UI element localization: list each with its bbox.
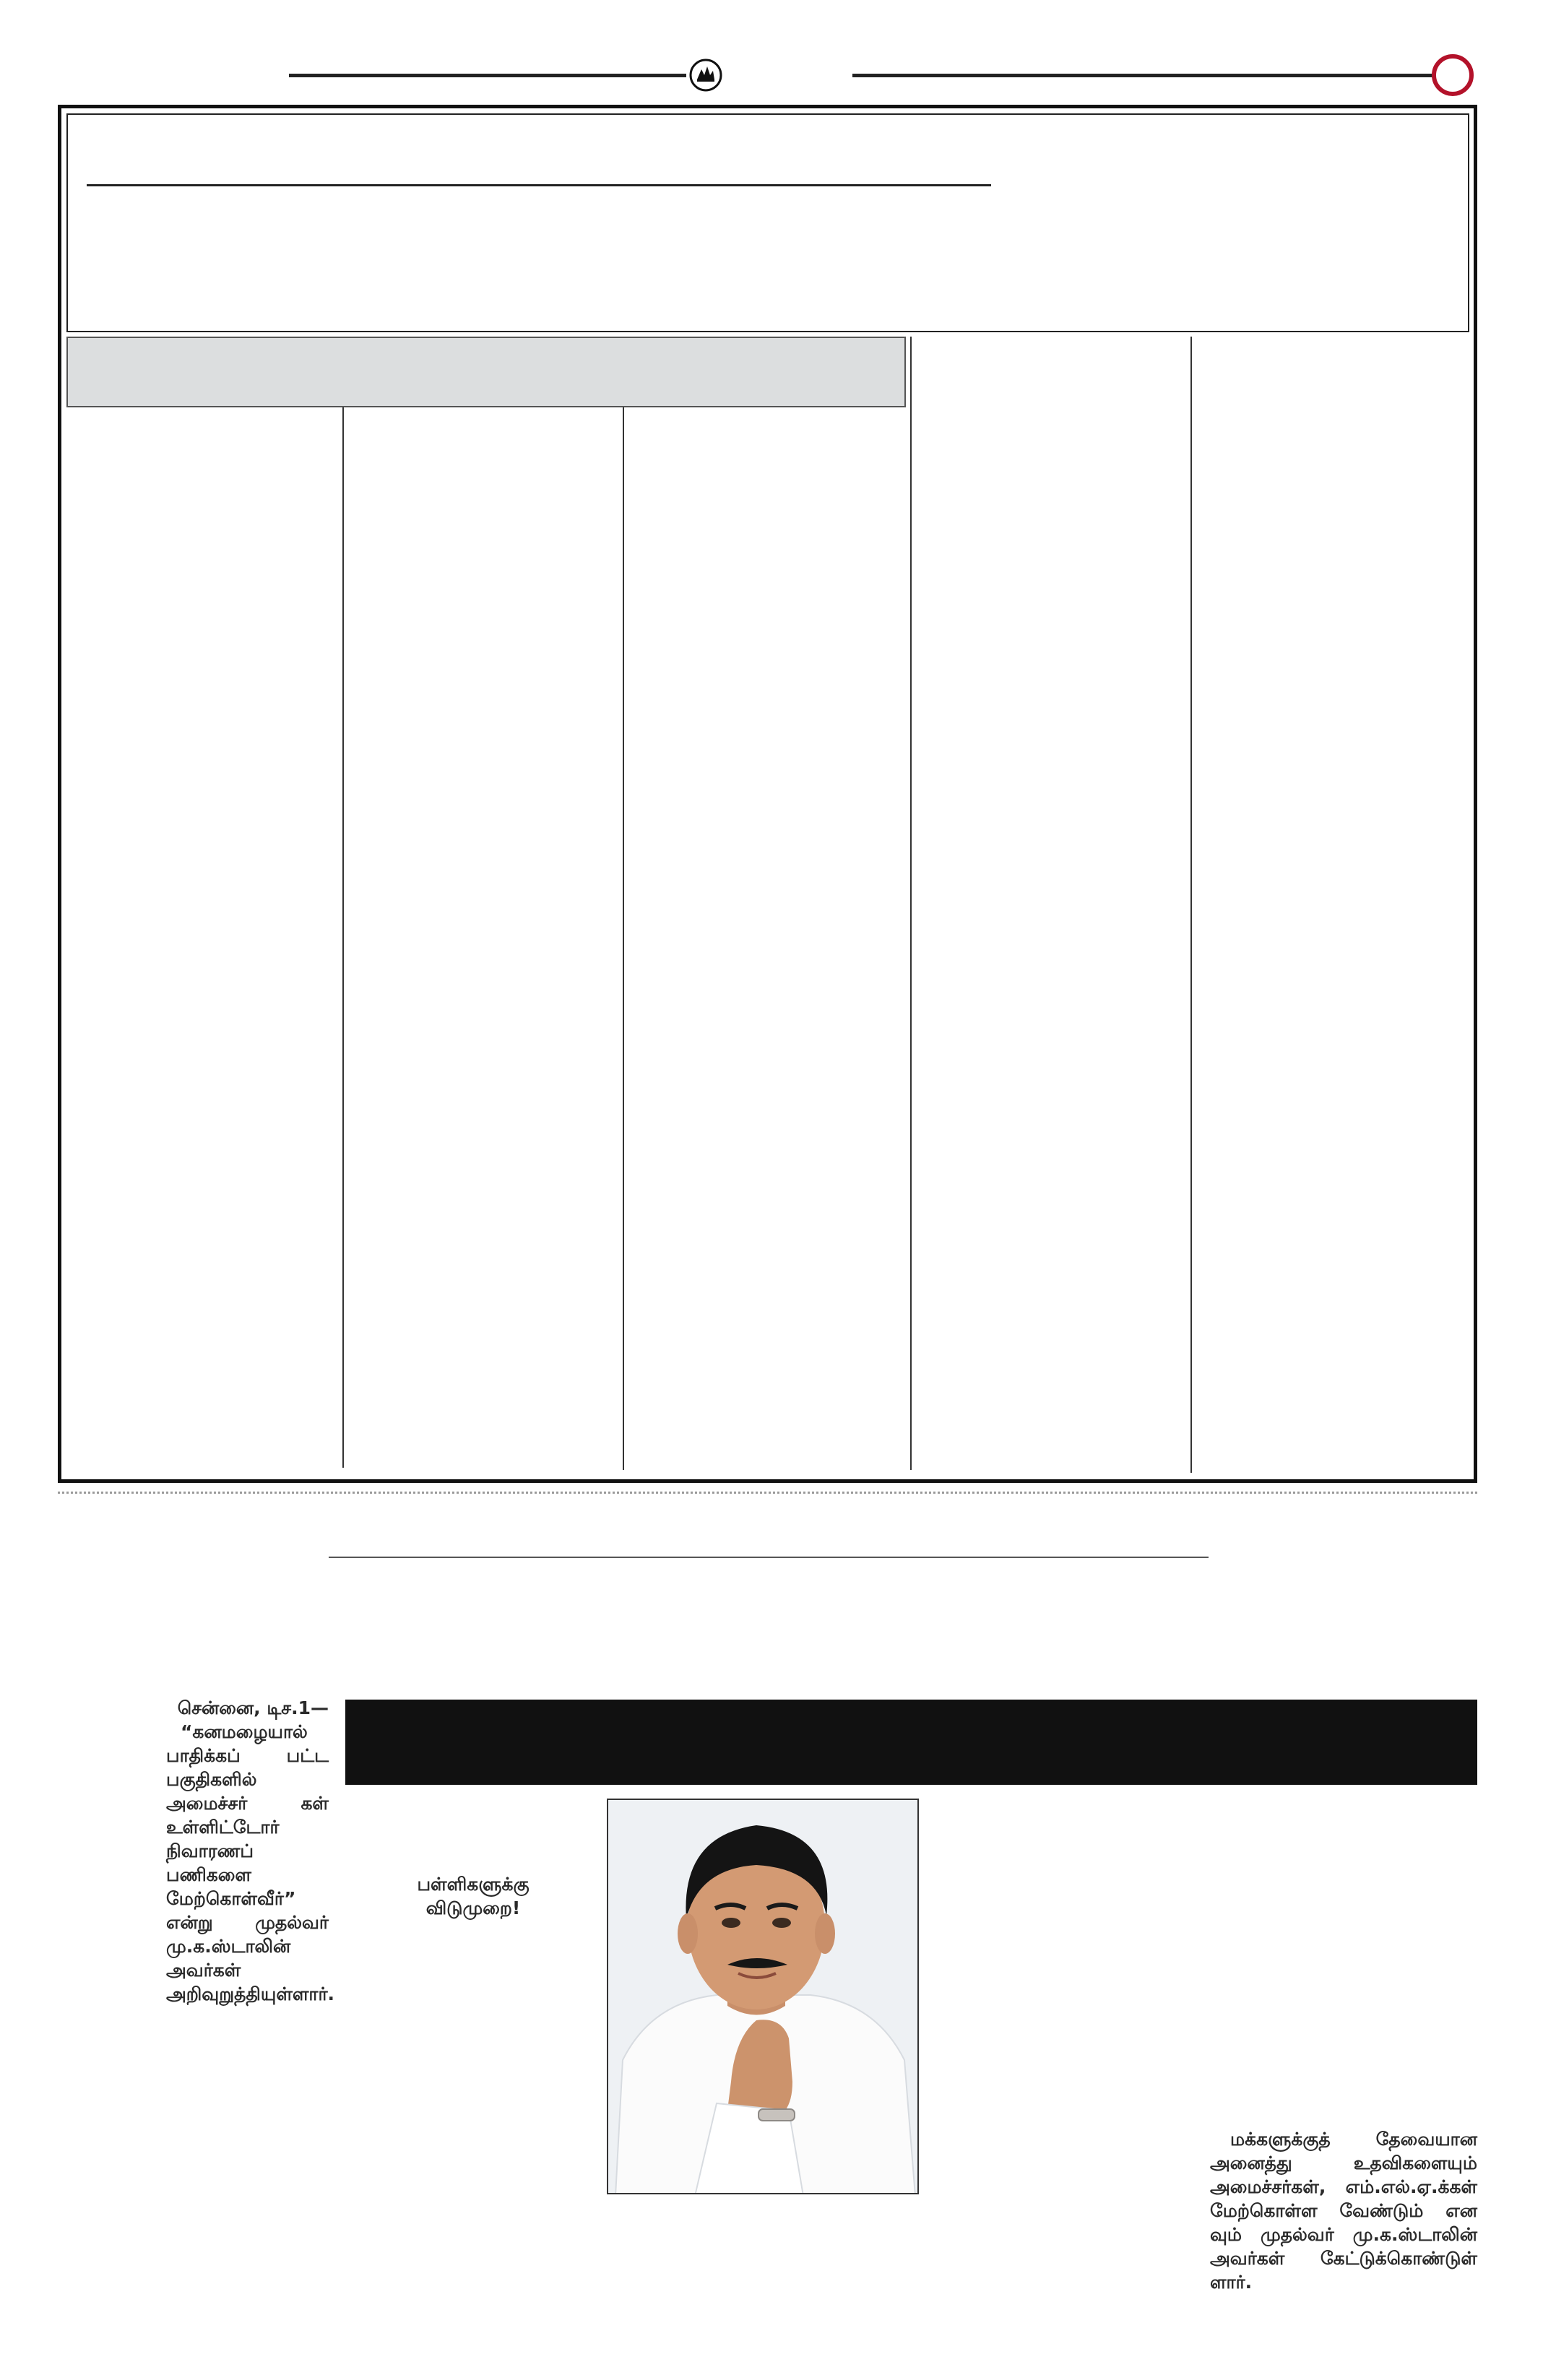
masthead-rule-left [289,74,686,77]
column-rule-2 [623,407,624,1470]
masthead-rule-right [852,74,1434,77]
section-header-box [66,337,906,407]
headline-box [66,113,1469,332]
story-headline-rule [329,1557,1209,1558]
story-headline-bar [345,1700,1477,1785]
column-rule-3 [910,337,912,1470]
article-dateline: சென்னை, டிச.1— [177,1697,329,1718]
column-rule-4 [1190,337,1192,1473]
page-number-marker [1432,54,1474,96]
article-lead-paragraph: “கனமழையால் பாதிக்கப் பட்ட பகுதிகளில் அமைச்சர் கள் உள்ளிட்டோர் நிவாரணப் பணிகளை மேற்கொள்வீர்” என்று முதல்வர் மு.க.ஸ்டாலின் அவர்கள் அறிவுறுத்தியுள்ளார். [166,1721,335,2004]
column-rule-1 [342,407,344,1468]
rising-sun-emblem-icon [688,58,723,92]
section-divider [58,1492,1477,1494]
headline-underline [87,184,991,186]
article-closing-paragraph: மக்களுக்குத் தேவையான அனைத்து உதவிகளையும் அமைச்சர்கள், எம்.எல்.ஏ.க்கள் மேற்கொள்ள வேண்டும் என வும் முதல்வர் மு.க.ஸ்டாலின் அவர்கள் கேட்டுக்கொண்டுள் ளார். [1210,2129,1477,2293]
portrait-photo [607,1799,919,2194]
portrait-illustration [608,1800,919,2194]
article-subhead: பள்ளிகளுக்கு விடுமுறை! [417,1874,530,1918]
